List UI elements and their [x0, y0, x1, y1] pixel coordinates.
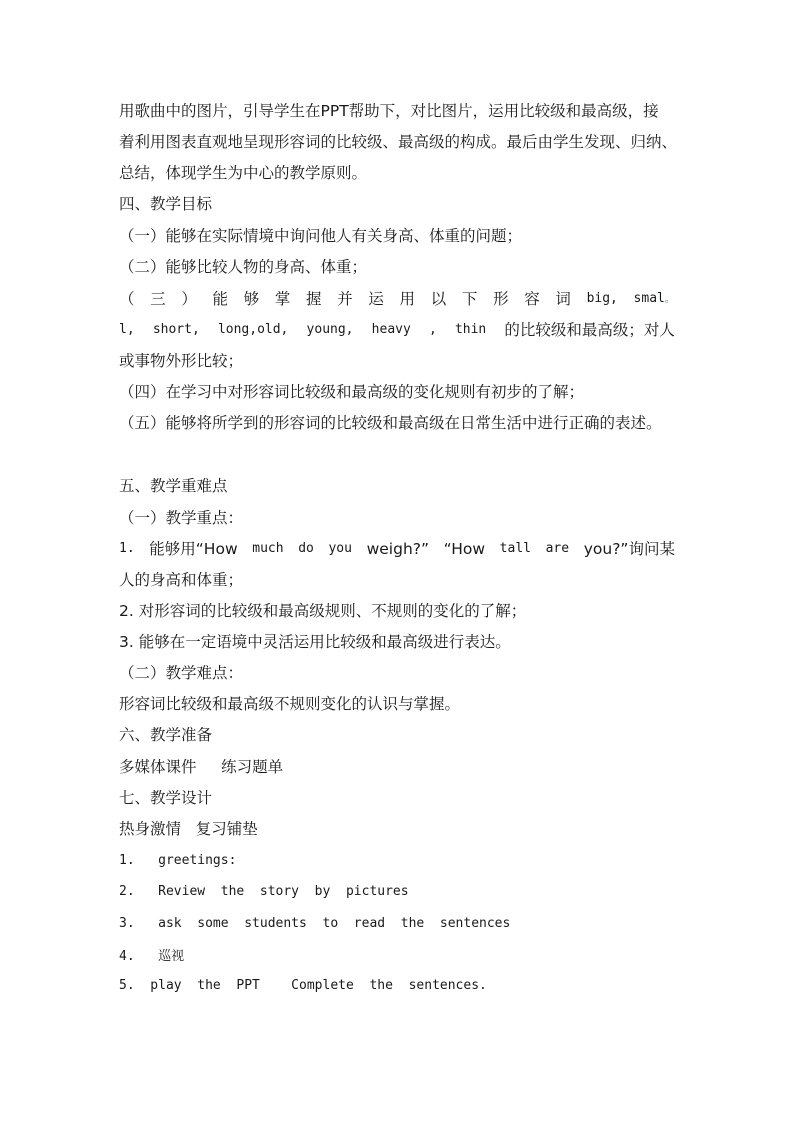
text-fragment: long,old,: [217, 322, 289, 337]
section-6-heading: 六、教学准备: [119, 726, 213, 744]
text-fragment: 掌: [274, 290, 291, 308]
key-point-1-row-1: [119, 539, 675, 559]
step-4: [119, 945, 675, 967]
objective-3-row-1: [119, 289, 675, 310]
text-fragment: 三: [150, 290, 166, 308]
text-fragment: 的比较级和最高级；对人: [504, 321, 675, 339]
objective-3-row-2: [119, 320, 675, 340]
text-fragment: big,: [586, 291, 618, 306]
section-5-heading: 五、教学重难点: [119, 477, 228, 495]
text-fragment: short,: [152, 322, 200, 337]
objective-2: （二）能够比较人物的身高、体重；: [119, 258, 368, 276]
difficulty-heading: （二）教学难点：: [119, 664, 244, 682]
step-4-text: 4. 巡视: [119, 949, 185, 964]
text-fragment: 词: [555, 290, 571, 308]
text-fragment: 运: [368, 290, 384, 308]
key-point-2: 2. 对形容词的比较级和最高级规则、不规则的变化的了解；: [119, 602, 527, 620]
text-fragment: are: [545, 541, 570, 556]
step-1: 1. greetings:: [119, 853, 237, 868]
step-3: 3. ask some students to read the sentences: [119, 916, 511, 931]
text-fragment: l,: [119, 322, 135, 337]
text-fragment: 以: [430, 290, 447, 308]
text-fragment-dot: 。: [664, 294, 675, 305]
preparation-items: 多媒体课件 练习题单: [119, 758, 284, 776]
text-fragment: ）: [181, 290, 197, 308]
text-fragment: 下: [461, 290, 478, 308]
section-7-heading: 七、教学设计: [119, 789, 213, 807]
text-fragment: ,: [428, 322, 437, 337]
text-fragment: 容: [524, 290, 540, 308]
text-fragment: 够: [243, 290, 260, 308]
text-fragment: much: [252, 541, 284, 556]
text-fragment: you?”询问某: [583, 540, 675, 558]
text-fragment: 握: [306, 290, 322, 308]
text-fragment: you: [328, 541, 352, 556]
warm-up-heading: 热身激情 复习铺垫: [119, 820, 258, 838]
paragraph-line-3: 总结，体现学生为中心的教学原则。: [119, 164, 368, 182]
text-fragment: 1.: [119, 541, 135, 556]
key-point-1-row-2: 人的身高和体重；: [119, 571, 244, 589]
text-fragment: 形: [493, 290, 509, 308]
text-fragment: 能: [212, 290, 229, 308]
objective-5: （五）能够将所学到的形容词的比较级和最高级在日常生活中进行正确的表述。: [119, 414, 662, 432]
text-fragment: weigh?”: [366, 540, 430, 558]
text-fragment: 用: [399, 290, 416, 308]
text-fragment: 能够用“How: [149, 540, 238, 558]
objective-4: （四）在学习中对形容词比较级和最高级的变化规则有初步的了解；: [119, 383, 585, 401]
step-2: 2. Review the story by pictures: [119, 884, 409, 899]
paragraph-line-1: 用歌曲中的图片，引导学生在PPT帮助下，对比图片，运用比较级和最高级，接: [119, 102, 659, 120]
objective-1: （一）能够在实际情境中询问他人有关身高、体重的问题；: [119, 227, 523, 245]
text-fragment: “How: [443, 540, 486, 558]
text-fragment: young,: [306, 322, 354, 337]
objective-3-row-3: 或事物外形比较；: [119, 352, 244, 370]
key-point-3: 3. 能够在一定语境中灵活运用比较级和最高级进行表达。: [119, 633, 511, 651]
text-fragment: do: [298, 541, 314, 556]
step-5: 5. play the PPT Complete the sentences.: [119, 978, 487, 993]
section-4-heading: 四、教学目标: [119, 195, 213, 213]
difficulty-1: 形容词比较级和最高级不规则变化的认识与掌握。: [119, 695, 461, 713]
text-fragment: heavy: [371, 322, 411, 337]
key-points-heading: （一）教学重点：: [119, 509, 244, 527]
text-fragment: tall: [499, 541, 531, 556]
text-fragment-word: smal: [633, 291, 665, 306]
paragraph-line-2: 着利用图表直观地呈现形容词的比较级、最高级的构成。最后由学生发现、归纳、: [119, 133, 678, 151]
text-fragment: 并: [337, 290, 353, 308]
text-fragment: [634, 289, 675, 310]
text-fragment: （: [119, 290, 135, 308]
text-fragment: thin: [454, 322, 487, 337]
